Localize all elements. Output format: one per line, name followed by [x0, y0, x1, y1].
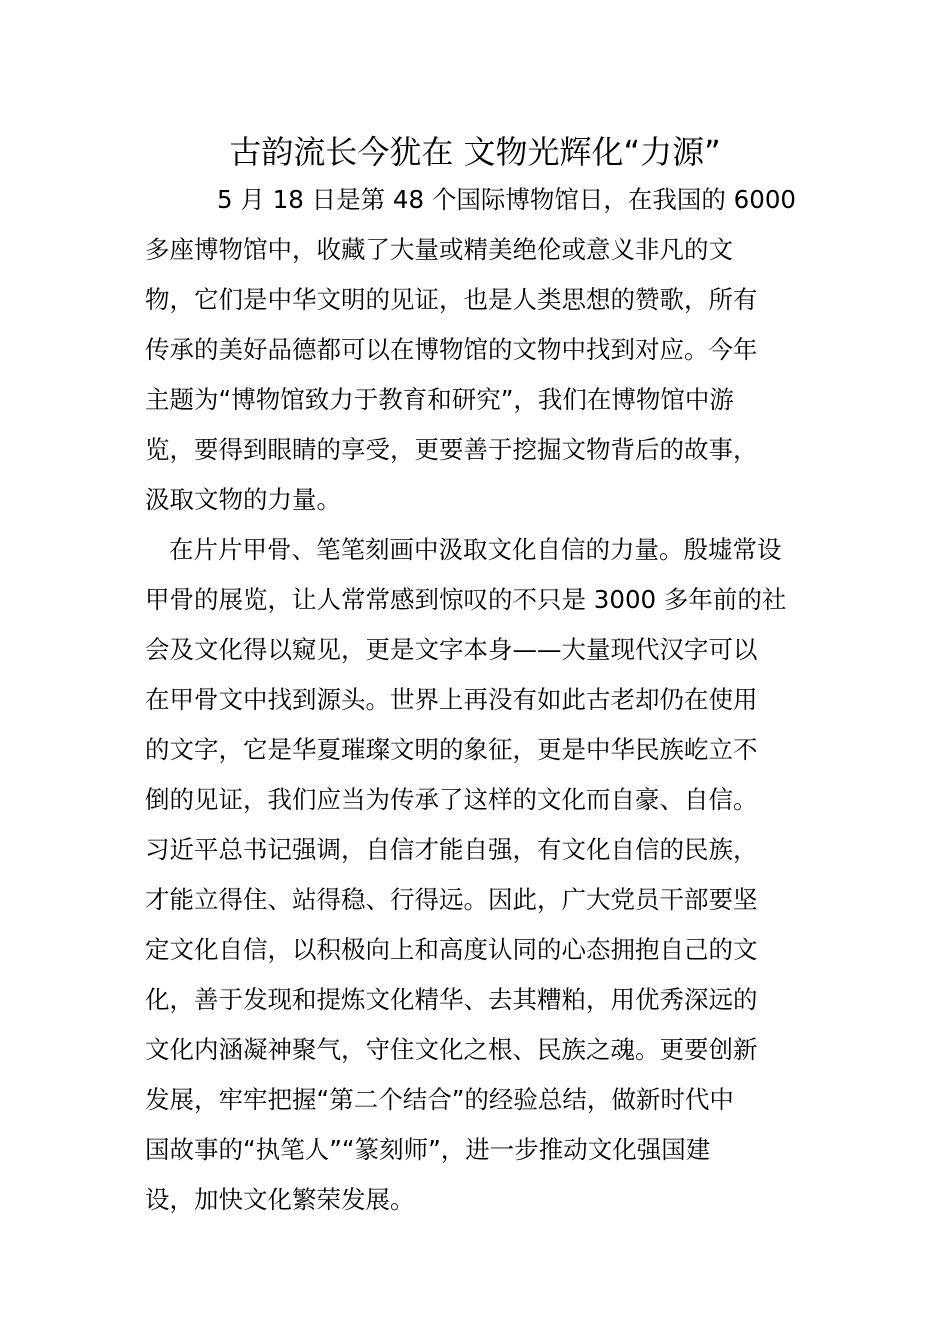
paragraph-line: 传承的美好品德都可以在博物馆的文物中找到对应。今年 — [145, 335, 758, 364]
paragraph-line: 汲取文物的力量。 — [145, 485, 341, 514]
paragraph-line: 定文化自信，以积极向上和高度认同的心态拥抱自己的文 — [145, 935, 758, 964]
paragraph-line: 会及文化得以窥见，更是文字本身——大量现代汉字可以 — [145, 635, 758, 664]
paragraph-line: 主题为“博物馆致力于教育和研究”，我们在博物馆中游 — [145, 385, 734, 414]
paragraph-line: 才能立得住、站得稳、行得远。因此，广大党员干部要坚 — [145, 885, 758, 914]
paragraph-line: 在甲骨文中找到源头。世界上再没有如此古老却仍在使用 — [145, 685, 758, 714]
document-body — [145, 175, 810, 1225]
paragraph-line: 文化内涵凝神聚气，守住文化之根、民族之魂。更要创新 — [145, 1035, 758, 1064]
paragraph-line: 物，它们是中华文明的见证，也是人类思想的赞歌，所有 — [145, 285, 758, 314]
paragraph-line: 5 月 18 日是第 48 个国际博物馆日，在我国的 6000 — [217, 185, 797, 214]
paragraph-line: 览，要得到眼睛的享受，更要善于挖掘文物背后的故事， — [145, 435, 758, 464]
paragraph-line: 多座博物馆中，收藏了大量或精美绝伦或意义非凡的文 — [145, 235, 733, 264]
paragraph-line: 的文字，它是华夏璀璨文明的象征，更是中华民族屹立不 — [145, 735, 758, 764]
document-title: 古韵流长今犹在 文物光辉化“力源” — [229, 133, 721, 171]
paragraph-line: 化，善于发现和提炼文化精华、去其糟粕，用优秀深远的 — [145, 985, 758, 1014]
paragraph-line: 甲骨的展览，让人常常感到惊叹的不只是 3000 多年前的社 — [145, 585, 787, 614]
paragraph-line: 习近平总书记强调，自信才能自强，有文化自信的民族， — [145, 835, 758, 864]
paragraph-1 — [145, 175, 810, 525]
paragraph-line: 发展，牢牢把握“第二个结合”的经验总结，做新时代中 — [145, 1085, 734, 1114]
paragraph-line: 在片片甲骨、笔笔刻画中汲取文化自信的力量。殷墟常设 — [169, 535, 782, 564]
paragraph-2 — [145, 525, 810, 1225]
paragraph-line: 国故事的“执笔人”“篆刻师”，进一步推动文化强国建 — [145, 1135, 711, 1164]
paragraph-line: 倒的见证，我们应当为传承了这样的文化而自豪、自信。 — [145, 785, 758, 814]
paragraph-line: 设，加快文化繁荣发展。 — [145, 1185, 415, 1214]
